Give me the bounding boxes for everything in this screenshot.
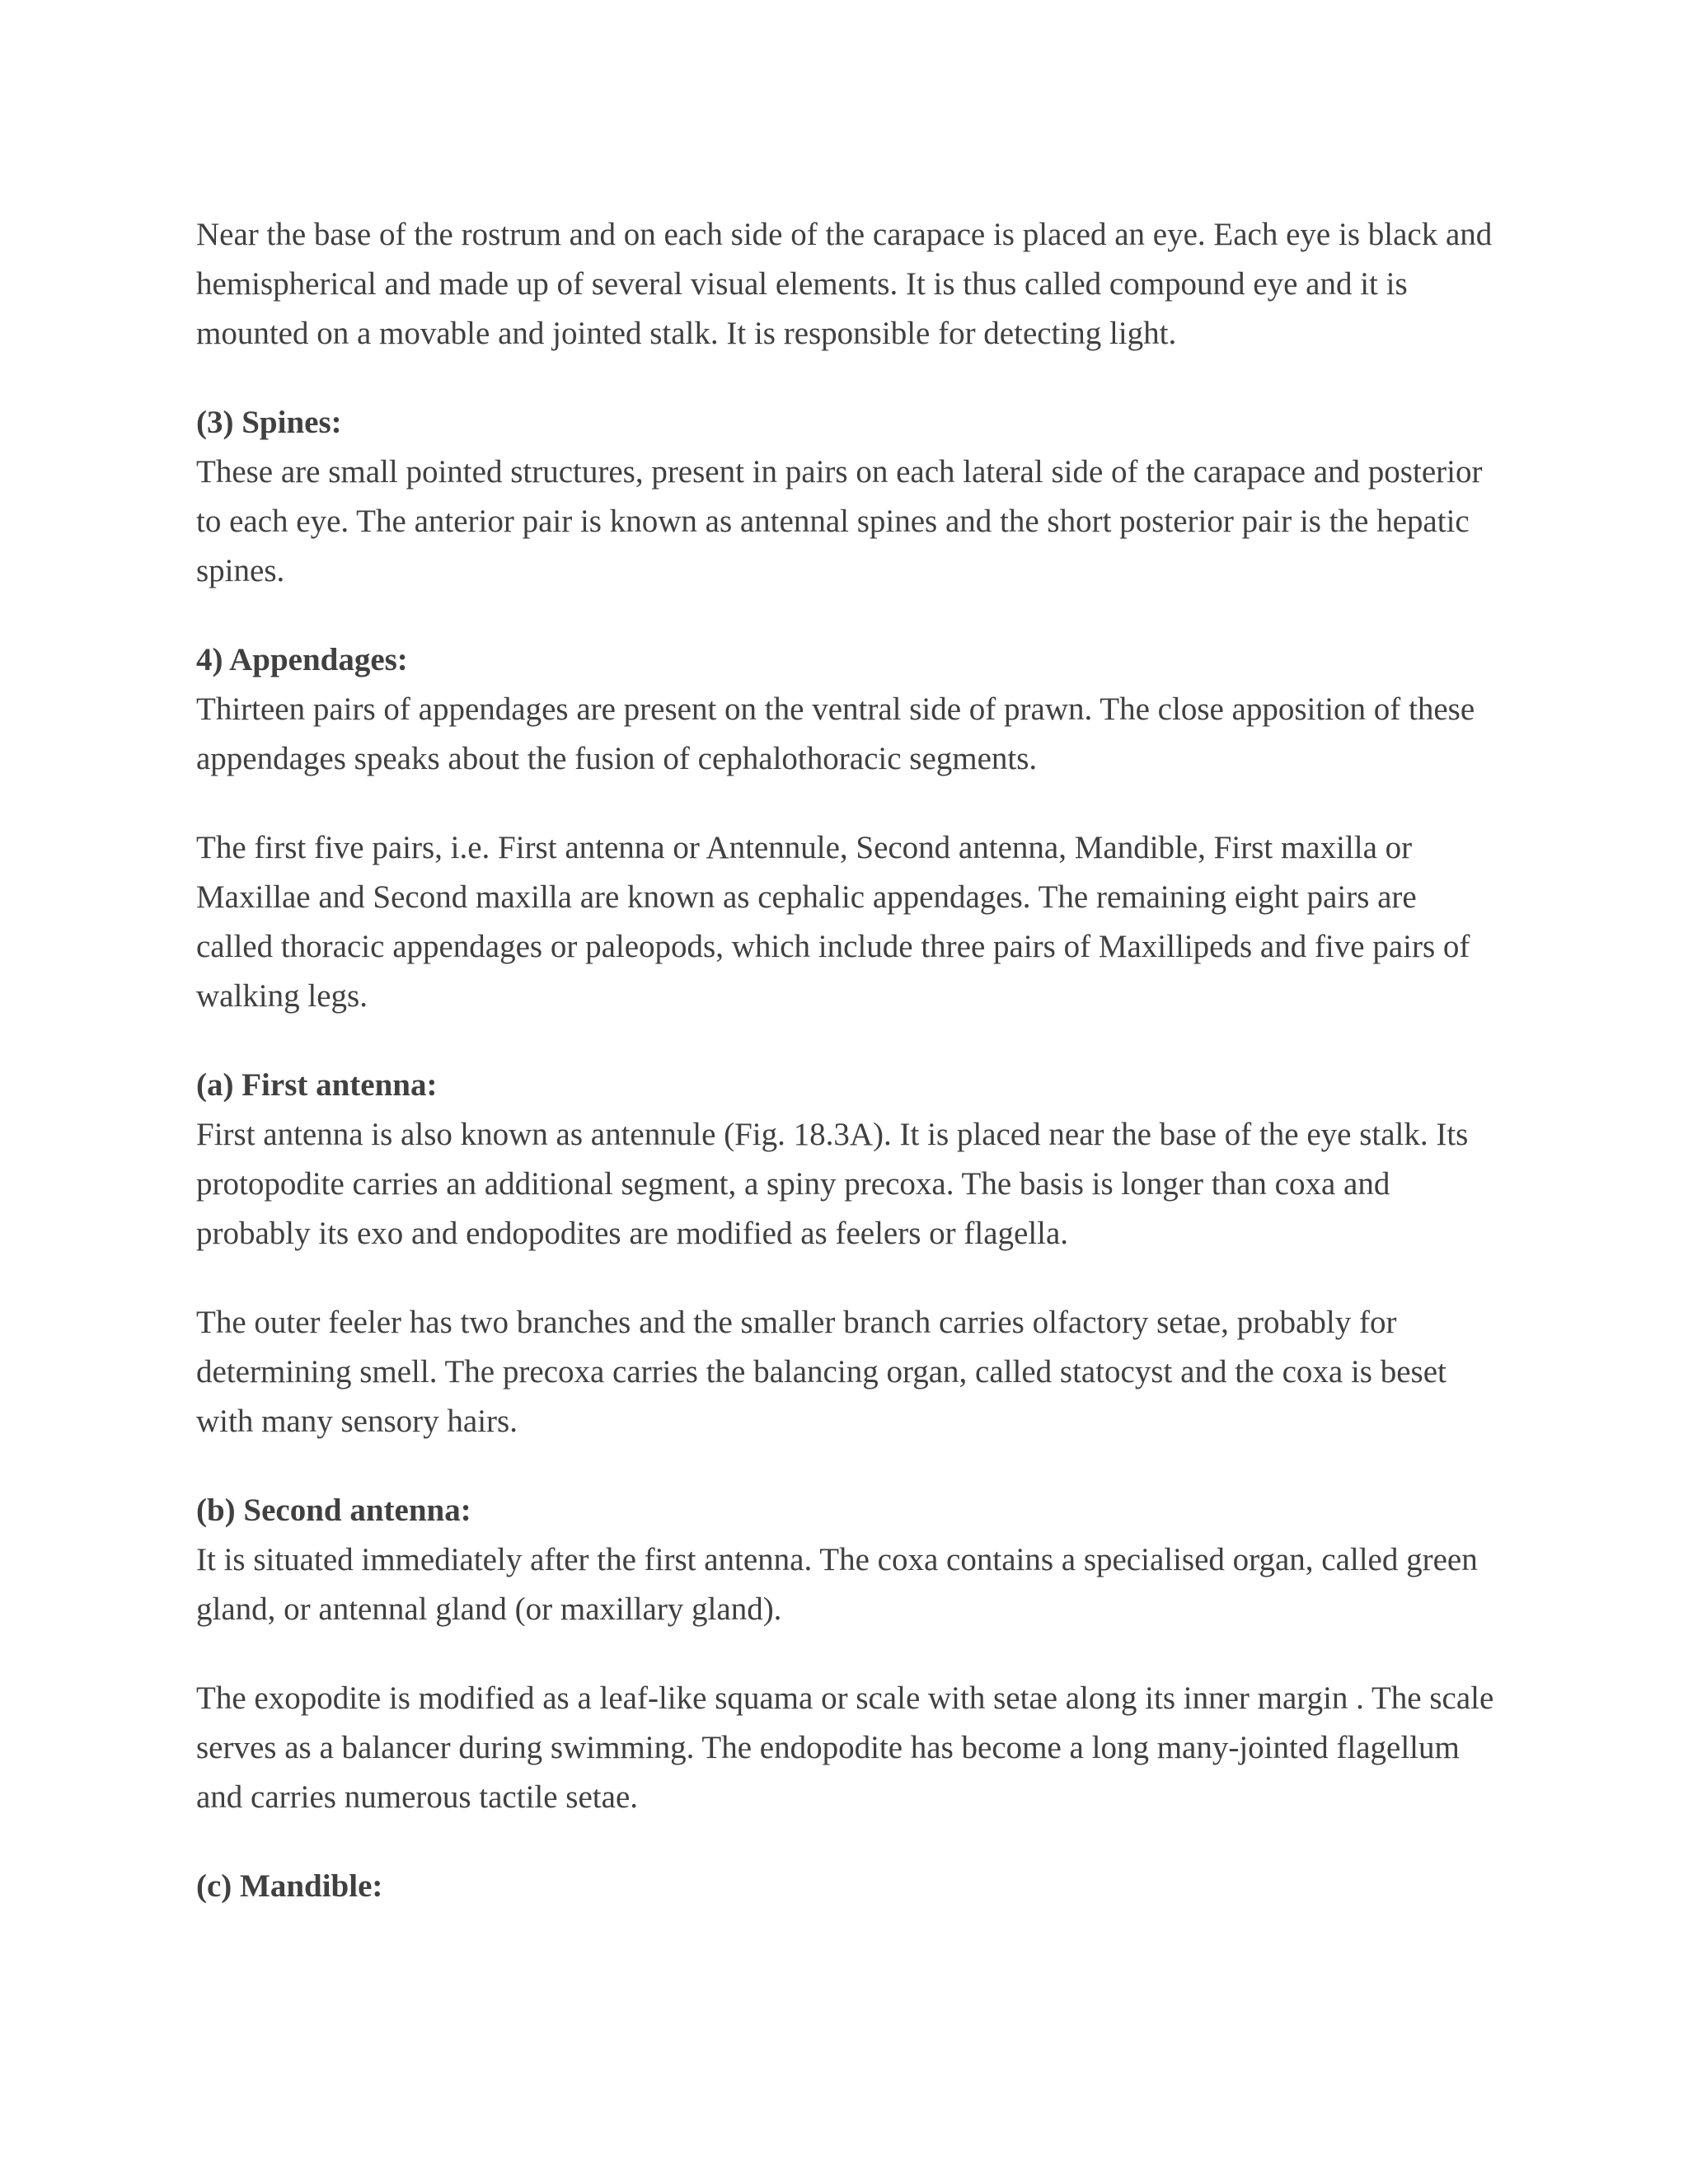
first-antenna-paragraph-2: The outer feeler has two branches and the smaller branch carries olfactory setae, probably for determining smell. The precoxa carries the balancing organ, called statocyst and the coxa is beset with many sensory hairs.: [196, 1305, 1447, 1439]
appendages-paragraph-1: Thirteen pairs of appendages are present on the ventral side of prawn. The close apposition of these appendages speaks about the fusion of cephalothoracic segments.: [196, 691, 1475, 776]
document-content: [196, 210, 1498, 1951]
spines-section: [196, 398, 1498, 596]
eye-paragraph: Near the base of the rostrum and on each side of the carapace is placed an eye. Each eye is black and hemispherical and made up of several visual elements. It is thus called compound eye and it is mounted on a movable and jointed stalk. It is responsible for detecting light.: [196, 217, 1493, 351]
spines-paragraph: These are small pointed structures, present in pairs on each lateral side of the carapace and posterior to each eye. The anterior pair is known as antennal spines and the short posterior pair is the hepatic spines.: [196, 454, 1483, 588]
second-antenna-heading: (b) Second antenna:: [196, 1493, 471, 1528]
second-antenna-continued-section: [196, 1674, 1498, 1822]
second-antenna-paragraph-2: The exopodite is modified as a leaf-like squama or scale with setae along its inner margin . The scale serves as a balancer during swimming. The endopodite has become a long many-jointed flagellum and carries numerous tactile setae.: [196, 1680, 1494, 1815]
second-antenna-paragraph-1: It is situated immediately after the first antenna. The coxa contains a specialised organ, called green gland, or antennal gland (or maxillary gland).: [196, 1542, 1478, 1627]
appendages-paragraph-2: The first five pairs, i.e. First antenna or Antennule, Second antenna, Mandible, First maxilla or Maxillae and Second maxilla are known as cephalic appendages. The remaining eight pairs are called thoracic appendages or paleopods, which include three pairs of Maxillipeds and five pairs of walking legs.: [196, 830, 1470, 1014]
first-antenna-paragraph-1: First antenna is also known as antennule (Fig. 18.3A). It is placed near the base of the eye stalk. Its protopodite carries an additional segment, a spiny precoxa. The basis is longer than coxa and probably its exo and endopodites are modified as feelers or flagella.: [196, 1117, 1469, 1251]
appendages-continued-section: [196, 823, 1498, 1021]
first-antenna-heading: (a) First antenna:: [196, 1067, 438, 1103]
eye-section: [196, 210, 1498, 359]
second-antenna-section: [196, 1486, 1498, 1634]
appendages-heading: 4) Appendages:: [196, 642, 408, 677]
mandible-section: [196, 1862, 1498, 1911]
appendages-section: [196, 635, 1498, 784]
first-antenna-continued-section: [196, 1298, 1498, 1446]
first-antenna-section: [196, 1061, 1498, 1258]
mandible-heading: (c) Mandible:: [196, 1868, 383, 1904]
spines-heading: (3) Spines:: [196, 405, 342, 440]
